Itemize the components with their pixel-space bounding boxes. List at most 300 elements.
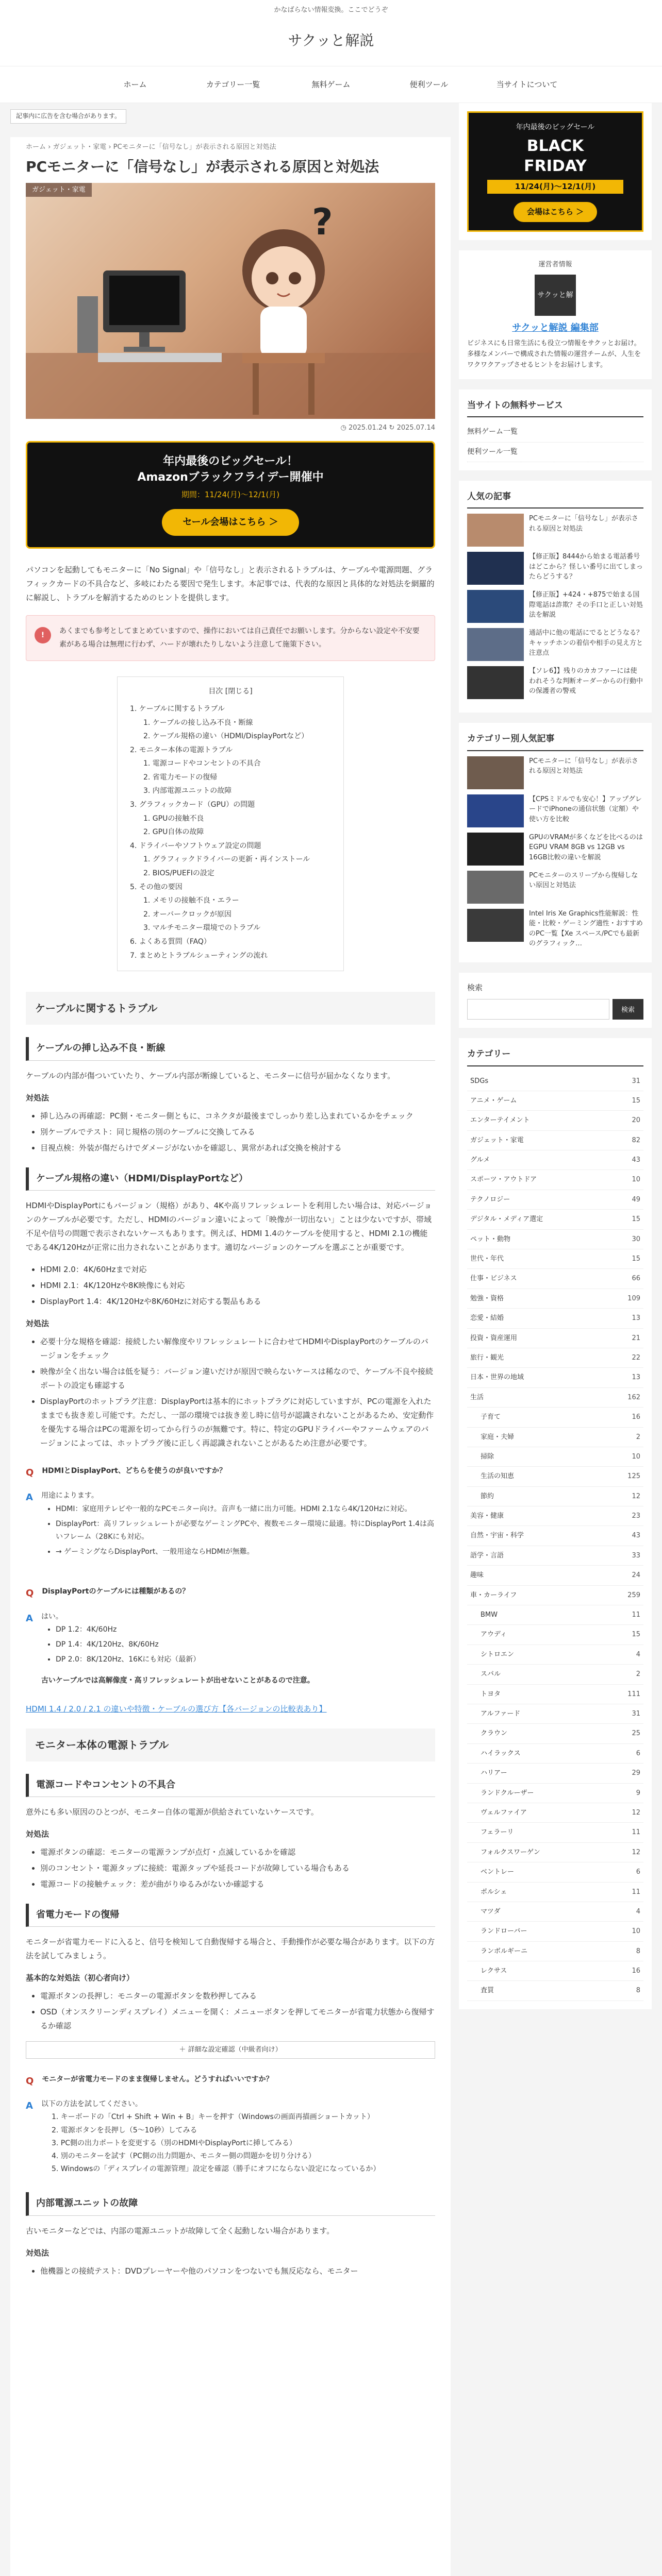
- category-list-title: カテゴリー: [467, 1046, 643, 1066]
- category-count: 4: [636, 1907, 640, 1916]
- category-item[interactable]: [467, 1289, 643, 1309]
- category-count: 31: [632, 1710, 640, 1718]
- svg-text:?: ?: [312, 200, 333, 243]
- list-item: • → ゲーミングならDisplayPort、一般用途ならHDMIが無難。: [56, 1546, 435, 1558]
- category-name[interactable]: ランドクルーザー: [481, 1789, 534, 1797]
- category-count: 15: [632, 1096, 640, 1105]
- category-item[interactable]: [467, 1862, 643, 1882]
- category-badge[interactable]: ガジェット・家電: [26, 183, 92, 197]
- category-item[interactable]: [467, 1566, 643, 1585]
- answer-lead: 以下の方法を試してください。: [41, 2100, 142, 2109]
- category-count: 259: [627, 1591, 640, 1599]
- article-link[interactable]: [467, 628, 643, 661]
- list-item: • DP 1.2：4K/60Hz: [56, 1623, 435, 1636]
- category-count: 21: [632, 1334, 640, 1342]
- category-item[interactable]: [467, 1546, 643, 1566]
- category-count: 16: [632, 1413, 640, 1421]
- category-item[interactable]: [467, 1091, 643, 1111]
- article-title[interactable]: 【修正版】+424・+875で始まる国際電話は詐欺？その手口と正しい対処法を解説: [529, 591, 643, 619]
- category-item[interactable]: [467, 1744, 643, 1764]
- admin-title: 運営者情報: [538, 260, 572, 268]
- list-item: • 目視点検：外装が傷だらけでダメージがないかを確認し、異常があれば交換を検討する: [40, 1141, 435, 1155]
- toc-item[interactable]: 2. モニター本体の電源トラブル: [130, 745, 233, 754]
- toc-item[interactable]: 1. グラフィックドライバーの更新・再インストール: [143, 855, 310, 864]
- article-link[interactable]: [467, 871, 643, 904]
- site-title[interactable]: サクッと解説: [288, 32, 374, 49]
- search-button[interactable]: 検索: [613, 999, 643, 1020]
- category-name[interactable]: ペット・動物: [470, 1235, 511, 1243]
- article: [10, 137, 451, 2576]
- category-item[interactable]: [467, 1526, 643, 1546]
- category-item[interactable]: [467, 1368, 643, 1387]
- article-link[interactable]: [467, 794, 643, 827]
- category-item[interactable]: [467, 1922, 643, 1941]
- question-icon: Q: [26, 1467, 34, 1478]
- list-item: 4. 別のモニターを試す（PC側の出力問題か、モニター側の問題かを切り分ける）: [51, 2151, 316, 2160]
- nav-tools[interactable]: 便利ツール: [409, 79, 449, 89]
- toc-item[interactable]: 6. よくある質問（FAQ）: [130, 938, 211, 946]
- toc-item[interactable]: 1. 電源コードやコンセントの不具合: [143, 759, 261, 768]
- article-title[interactable]: 【修正版】8444から始まる電話番号はどこから？怪しい番号に出てしまったらどうする？: [529, 553, 643, 581]
- nav-about[interactable]: 当サイトについて: [496, 79, 558, 89]
- category-count: 2: [636, 1670, 640, 1679]
- article-link[interactable]: [467, 590, 643, 623]
- category-name[interactable]: フォルクスワーゲン: [481, 1848, 540, 1856]
- intro-paragraph: パソコンを起動してもモニターに「No Signal」や「信号なし」と表示されるトラブルは、ケーブルや電源問題、グラフィックカードの不具合など、多岐にわたる要因で発生します。本記事では、代表的な原因と具体的な対処法を網羅的に解説し、トラブルを解消するためのヒントを提供します。: [26, 565, 435, 603]
- search-widget: [459, 973, 652, 1028]
- category-name[interactable]: シトロエン: [481, 1650, 515, 1658]
- admin-profile: [459, 250, 652, 379]
- category-name[interactable]: グルメ: [470, 1156, 490, 1164]
- category-name[interactable]: テクノロジー: [470, 1195, 510, 1204]
- category-count: 12: [632, 1848, 640, 1856]
- admin-description: ビジネスにも日常生活にも役立つ情報をサクッとお届け。多様なメンバーで構成された情報の運営チームが、人生をワクワクアップさせるヒントをお届けします。: [467, 340, 641, 369]
- category-item[interactable]: [467, 1170, 643, 1190]
- category-item[interactable]: [467, 1150, 643, 1170]
- article-thumbnail[interactable]: [467, 514, 524, 547]
- category-item[interactable]: [467, 1823, 643, 1842]
- toc-item[interactable]: 3. グラフィックカード（GPU）の問題: [130, 801, 255, 809]
- category-item[interactable]: [467, 1428, 643, 1447]
- article-thumbnail[interactable]: [467, 909, 524, 942]
- answer-list: [41, 1623, 435, 1667]
- list-item: 1. キーボードの「Ctrl + Shift + Win + B」キーを押す（Windowsの画面再描画ショートカット）: [51, 2113, 374, 2122]
- article-thumbnail[interactable]: [467, 794, 524, 827]
- category-item[interactable]: [467, 1388, 643, 1408]
- category-count: 9: [636, 1789, 640, 1797]
- category-name[interactable]: トヨタ: [481, 1690, 501, 1698]
- subsection-heading: ケーブル規格の違い（HDMI/DisplayPortなど）: [26, 1167, 435, 1191]
- category-count: 109: [627, 1294, 640, 1302]
- category-count: 16: [632, 1967, 640, 1975]
- promo-banner[interactable]: [26, 441, 435, 549]
- paragraph: 古いモニターなどでは、内部の電源ユニットが故障して全く起動しない場合があります。: [26, 2226, 335, 2235]
- black-friday-ad[interactable]: [467, 111, 643, 231]
- category-item[interactable]: [467, 1981, 643, 2001]
- category-count: 25: [632, 1730, 640, 1738]
- article-thumbnail[interactable]: [467, 833, 524, 866]
- category-count: 11: [632, 1888, 640, 1896]
- category-item[interactable]: [467, 1408, 643, 1427]
- list-item: • DisplayPort：高リフレッシュレートが必要なゲーミングPCや、複数モニター環境に最適。特にDisplayPort 1.4は高いフレーム（28Kにも対応。: [56, 1518, 435, 1544]
- nav-categories[interactable]: カテゴリー一覧: [206, 79, 260, 89]
- breadcrumb[interactable]: ホーム › ガジェット・家電 › PCモニターに「信号なし」が表示される原因と対処法: [26, 143, 276, 151]
- toc-item[interactable]: 7. まとめとトラブルシューティングの流れ: [130, 951, 268, 960]
- category-name[interactable]: ヴェルファイア: [481, 1808, 527, 1817]
- category-name[interactable]: 世代・年代: [470, 1255, 504, 1263]
- category-name[interactable]: エンターテイメント: [470, 1116, 530, 1125]
- faq-answer: [26, 1485, 435, 1571]
- category-name[interactable]: デジタル・メディア選定: [470, 1215, 543, 1224]
- category-count: 111: [627, 1690, 640, 1698]
- category-name[interactable]: ベントレー: [481, 1868, 515, 1876]
- faq-block: [26, 1461, 435, 1571]
- category-name[interactable]: 家庭・夫婦: [481, 1433, 515, 1441]
- article-link[interactable]: [467, 909, 643, 949]
- category-item[interactable]: [467, 1309, 643, 1328]
- faq-answer: [26, 1606, 435, 1692]
- category-name[interactable]: スバル: [481, 1670, 501, 1679]
- category-count: 24: [632, 1571, 640, 1580]
- category-name[interactable]: ランボルギーニ: [481, 1947, 528, 1955]
- category-item[interactable]: [467, 1724, 643, 1743]
- category-name[interactable]: 節約: [481, 1492, 494, 1500]
- article-link[interactable]: [467, 666, 643, 699]
- clock-icon: ◷: [340, 423, 349, 432]
- article-link[interactable]: [467, 514, 643, 547]
- toc-item[interactable]: 2. GPU自体の故障: [143, 828, 204, 837]
- category-item[interactable]: [467, 1447, 643, 1467]
- list-item: 5. Windowsの「ディスプレイの電源管理」設定を確認（勝手にオフにならない設定になっているか）: [51, 2165, 380, 2174]
- category-count: 43: [632, 1532, 640, 1540]
- category-name[interactable]: 掃除: [481, 1452, 494, 1461]
- category-name[interactable]: 勉強・資格: [470, 1294, 504, 1302]
- article-thumbnail[interactable]: [467, 552, 524, 585]
- category-name[interactable]: 語学・言語: [470, 1551, 504, 1560]
- category-name[interactable]: 趣味: [470, 1571, 484, 1580]
- category-name[interactable]: アウディ: [481, 1631, 507, 1639]
- solution-label: 対処法: [26, 1093, 49, 1103]
- faq-block: [26, 1581, 435, 1691]
- category-count: 125: [627, 1472, 640, 1481]
- ad-notice: 記事内に広告を含む場合があります。: [10, 109, 126, 124]
- toc-title[interactable]: 目次 [閉じる]: [208, 687, 253, 696]
- bullet-list: [26, 2264, 435, 2278]
- category-count: 6: [636, 1868, 640, 1876]
- category-name[interactable]: クラウン: [481, 1730, 508, 1738]
- toc-item[interactable]: 3. マルチモニター環境でのトラブル: [143, 924, 261, 933]
- category-count: 49: [632, 1195, 640, 1204]
- category-item[interactable]: [467, 1883, 643, 1902]
- article-thumbnail[interactable]: [467, 590, 524, 623]
- list-item: • 別ケーブルでテスト：同じ規格の別のケーブルに交換してみる: [40, 1125, 435, 1139]
- faq-question: [26, 1581, 435, 1606]
- answer-list: [41, 1503, 435, 1559]
- page-title: PCモニターに「信号なし」が表示される原因と対処法: [26, 158, 379, 175]
- caution-box: [26, 615, 435, 660]
- question-text: DisplayPortのケーブルには種類があるの？: [42, 1587, 190, 1596]
- nav-home[interactable]: ホーム: [123, 79, 147, 89]
- exclamation-icon: !: [35, 627, 51, 643]
- toggle-label: 詳細な設定確認（中級者向け）: [188, 2046, 282, 2054]
- category-name[interactable]: 査買: [481, 1987, 494, 1995]
- search-title: 検索: [467, 982, 483, 992]
- category-item[interactable]: [467, 1942, 643, 1961]
- faq-answer: [26, 2094, 435, 2180]
- section-heading: ケーブルに関するトラブル: [26, 992, 435, 1025]
- category-count: 43: [632, 1156, 640, 1164]
- category-name[interactable]: ポルシェ: [481, 1888, 507, 1896]
- toc-item[interactable]: 1. メモリの接触不良・エラー: [143, 896, 239, 905]
- category-item[interactable]: [467, 1605, 643, 1625]
- popular-title: 人気の記事: [467, 489, 643, 509]
- category-name[interactable]: 投資・資産運用: [470, 1334, 518, 1342]
- category-item[interactable]: [467, 1072, 643, 1091]
- list-item: • 電源ボタンの確認：モニターの電源ランプが点灯・点滅しているかを確認: [40, 1845, 435, 1859]
- category-item[interactable]: [467, 1764, 643, 1783]
- toc-list: [130, 702, 331, 962]
- article-title[interactable]: 【ソレ6】】残りのカカファーには使われそうな判断オーダーからの行動中の保護者の警戒: [529, 667, 643, 696]
- table-of-contents: [117, 676, 344, 971]
- list-item: • 電源コードの接触チェック：差が曲がりゆるみがないか確認する: [40, 1877, 435, 1891]
- solution-label: 基本的な対処法（初心者向け）: [26, 1973, 135, 1983]
- category-item[interactable]: [467, 1685, 643, 1704]
- article-title[interactable]: 【CPSミドルでも安心！】アップグレードでiPhoneの通信状態（定額）や使い方を比較: [529, 795, 642, 823]
- ad-headline-2: FRIDAY: [524, 157, 587, 175]
- category-list: [459, 1038, 652, 2009]
- category-item[interactable]: [467, 1665, 643, 1684]
- category-name[interactable]: アルファード: [481, 1710, 521, 1718]
- category-count: 2: [636, 1433, 640, 1441]
- category-item[interactable]: [467, 1803, 643, 1823]
- list-item: • DisplayPortのホットプラグ注意：DisplayPortは基本的にホットプラグに対応していますが、PCの電源を入れたままでも抜き差し可能です。ただし、一部の環境では抜き差し時に信号が認識されないことがあるため、安定動作を優先する場合はPCの電源を切ってから行うのが無難です。特に、特定のGPUドライバーやファームウェアのバージョンによっては、ホットプラグ後に正しく再認識されないことがあるため注意が必要です。: [40, 1395, 435, 1450]
- popular-articles: [459, 481, 652, 713]
- ad-headline-1: BLACK: [526, 137, 584, 155]
- refresh-icon: ↻: [389, 423, 397, 432]
- toc-item[interactable]: 2. ケーブル規格の違い（HDMI/DisplayPortなど）: [143, 732, 309, 741]
- list-item: • 必要十分な規格を確認：接続したい解像度やリフレッシュレートに合わせてHDMIやDisplayPortのケーブルのバージョンをチェック: [40, 1335, 435, 1363]
- bullet-list: [26, 1109, 435, 1155]
- article-thumbnail[interactable]: [467, 756, 524, 789]
- answer-note: 古いケーブルでは高解像度・高リフレッシュレートが出せないことがあるので注意。: [41, 1676, 315, 1685]
- article-link[interactable]: [467, 833, 643, 866]
- category-count: 10: [632, 1176, 640, 1184]
- category-count: 33: [632, 1551, 640, 1560]
- nav-free-games[interactable]: 無料ゲーム: [311, 79, 351, 89]
- category-item[interactable]: [467, 1269, 643, 1289]
- article-title[interactable]: Intel Iris Xe Graphics性能解説：性能・比較・ゲーミング適性・おすすめのPC一覧【Xe スペース/PCでも最新のグラフィック…: [529, 909, 643, 948]
- article-title[interactable]: 通話中に他の電話にでるとどうなる？キャッチホンの着信や相手の見え方と注意点: [529, 629, 643, 657]
- tools-link[interactable]: 便利ツール一覧: [467, 443, 643, 462]
- category-count: 22: [632, 1353, 640, 1362]
- category-count: 10: [632, 1452, 640, 1461]
- category-item[interactable]: [467, 1111, 643, 1130]
- category-item[interactable]: [467, 1506, 643, 1526]
- paragraph: モニターが省電力モードに入ると、信号を検知して自動復帰する場合と、手動操作が必要な場合があります。以下の方法を試してみましょう。: [26, 1937, 435, 1961]
- category-name[interactable]: 日本・世界の地域: [470, 1374, 524, 1382]
- category-item[interactable]: [467, 1210, 643, 1229]
- category-name[interactable]: BMW: [481, 1611, 498, 1619]
- toc-item[interactable]: 4. ドライバーやソフトウェア設定の問題: [130, 841, 261, 850]
- category-popular-title: カテゴリー別人気記事: [467, 731, 643, 751]
- question-text: HDMIとDisplayPort、どちらを使うのが良いですか？: [42, 1466, 226, 1475]
- answer-icon: A: [26, 1492, 33, 1503]
- category-item[interactable]: [467, 1487, 643, 1506]
- toc-item[interactable]: 2. オーバークロックが原因: [143, 910, 231, 919]
- category-count: 15: [632, 1215, 640, 1224]
- ad-button[interactable]: 会場はこちら ＞: [514, 202, 597, 222]
- free-services: [459, 389, 652, 470]
- category-count: 29: [632, 1769, 640, 1777]
- category-name[interactable]: レクサス: [481, 1967, 507, 1975]
- category-item[interactable]: [467, 1902, 643, 1922]
- section-heading: モニター本体の電源トラブル: [26, 1728, 435, 1761]
- details-toggle[interactable]: [26, 2041, 435, 2058]
- category-name[interactable]: 美容・健康: [470, 1512, 504, 1520]
- category-count: 13: [632, 1374, 640, 1382]
- category-name[interactable]: フェラーリ: [481, 1828, 514, 1837]
- category-count: 162: [627, 1393, 640, 1401]
- sidebar-ad[interactable]: [459, 103, 652, 240]
- article-title[interactable]: GPUのVRAMが多くなどを比べるのはEGPU VRAM 8GB vs 12GB vs 16GB比較の違いを解説: [529, 833, 643, 861]
- category-name[interactable]: 生活の知恵: [481, 1472, 515, 1481]
- bullet-list: [26, 1989, 435, 2033]
- answer-lead: 用途によります。: [41, 1492, 98, 1500]
- answer-lead: はい。: [41, 1612, 63, 1621]
- category-name[interactable]: 車・カーライフ: [470, 1591, 517, 1599]
- category-item[interactable]: [467, 1131, 643, 1150]
- category-name[interactable]: SDGs: [470, 1077, 489, 1085]
- category-name[interactable]: スポーツ・アウトドア: [470, 1176, 537, 1184]
- article-title[interactable]: PCモニターに「信号なし」が表示される原因と対処法: [529, 515, 638, 533]
- admin-name-link[interactable]: サクッと解説 編集部: [512, 322, 599, 333]
- eyecatch-image: [26, 183, 435, 419]
- category-item[interactable]: [467, 1784, 643, 1803]
- bullet-list: [26, 1845, 435, 1891]
- list-item: • DP 2.0：8K/120Hz、16Kにも対応（最新）: [56, 1653, 435, 1666]
- category-item[interactable]: [467, 1230, 643, 1249]
- category-name[interactable]: ハイラックス: [481, 1749, 521, 1757]
- list-item: • 挿し込みの再確認：PC側・モニター側ともに、コネクタが最後までしっかり差し込まれているかをチェック: [40, 1109, 435, 1123]
- question-text: モニターが省電力モードのまま復帰しません。どうすればいいですか？: [42, 2075, 273, 2083]
- bullet-list: [26, 1263, 435, 1309]
- category-item[interactable]: [467, 1645, 643, 1665]
- question-icon: Q: [26, 1588, 34, 1599]
- list-item: • 他機器との接続テスト：DVDプレーヤーや他のパソコンをつないでも無反応なら、モニター: [40, 2264, 435, 2278]
- category-count: 31: [632, 1077, 640, 1085]
- article-title[interactable]: PCモニターのスリープから復帰しない原因と対処法: [529, 871, 638, 890]
- list-item: • 映像が全く出ない場合は低を疑う：バージョン違いだけが原因で映らないケースは稀なので、ケーブル不良や接続ポートの設定も確認する: [40, 1365, 435, 1393]
- category-count: 15: [632, 1255, 640, 1263]
- category-count: 4: [636, 1650, 640, 1658]
- category-item[interactable]: [467, 1843, 643, 1862]
- category-item[interactable]: [467, 1249, 643, 1269]
- category-count: 12: [632, 1808, 640, 1817]
- category-name[interactable]: 自然・宇宙・科学: [470, 1532, 524, 1540]
- ad-title: 年内最後のビッグセール: [516, 123, 595, 132]
- category-item[interactable]: [467, 1329, 643, 1348]
- category-name[interactable]: 旅行・観光: [470, 1353, 504, 1362]
- category-item[interactable]: [467, 1348, 643, 1368]
- toc-item[interactable]: 1. ケーブルの接し込み不良・断線: [143, 718, 253, 727]
- category-item[interactable]: [467, 1961, 643, 1981]
- toc-item[interactable]: 3. 内部電源ユニットの故障: [143, 787, 232, 795]
- category-name[interactable]: 恋愛・結婚: [470, 1314, 504, 1323]
- answer-icon: A: [26, 1613, 33, 1624]
- list-item: • 別のコンセント・電源タップに接続：電源タップや延長コードが故障している場合もある: [40, 1861, 435, 1875]
- category-count: 8: [636, 1947, 640, 1955]
- free-games-link[interactable]: 無料ゲーム一覧: [467, 422, 643, 442]
- category-item[interactable]: [467, 1704, 643, 1724]
- list-item: • HDMI：家庭用テレビや一般的なPCモニター向け。音声も一緒に出力可能。HDMI 2.1なら4K/120Hzに対応。: [56, 1503, 435, 1516]
- promo-line2: Amazonブラックフライデー開催中: [137, 471, 324, 484]
- category-item[interactable]: [467, 1190, 643, 1210]
- solution-label: 対処法: [26, 1829, 49, 1839]
- category-name[interactable]: ガジェット・家電: [470, 1136, 524, 1144]
- toc-item[interactable]: 5. その他の要因: [130, 883, 183, 891]
- toc-item[interactable]: 2. BIOS/PUEFIの設定: [143, 869, 214, 878]
- category-name[interactable]: 子育て: [481, 1413, 501, 1421]
- category-item[interactable]: [467, 1467, 643, 1486]
- list-item: 3. PC側の出力ポートを変更する（別のHDMIやDisplayPortに挿してみる）: [51, 2139, 296, 2147]
- category-name[interactable]: マツダ: [481, 1907, 501, 1916]
- promo-button[interactable]: セール会場はこちら ＞: [162, 509, 299, 536]
- date-row: [26, 419, 435, 438]
- category-name[interactable]: アニメ・ゲーム: [470, 1096, 517, 1105]
- article-thumbnail[interactable]: [467, 666, 524, 699]
- eyecatch-illustration: [26, 183, 435, 419]
- toc-item[interactable]: 1. ケーブルに関するトラブル: [130, 704, 225, 713]
- category-count: 11: [632, 1828, 640, 1837]
- paragraph: ケーブルの内部が傷ついていたり、ケーブル内部が断線していると、モニターに信号が届かなくなります。: [26, 1071, 395, 1080]
- toc-item[interactable]: 2. 省電力モードの復帰: [143, 773, 218, 782]
- category-name[interactable]: ハリアー: [481, 1769, 507, 1777]
- article-thumbnail[interactable]: [467, 871, 524, 904]
- search-input[interactable]: [467, 999, 609, 1020]
- category-count: 6: [636, 1749, 640, 1757]
- sidebar: [459, 103, 652, 2576]
- main-nav: [0, 66, 662, 103]
- popular-list: [467, 514, 643, 699]
- subsection-heading: ケーブルの挿し込み不良・断線: [26, 1037, 435, 1060]
- toc-item[interactable]: 1. GPUの接触不良: [143, 814, 204, 823]
- category-item[interactable]: [467, 1586, 643, 1605]
- caution-text: あくまでも参考としてまとめていますので、操作においては自己責任でお願いします。分からない設定や不安要素がある場合は無理に行わず、ハードが壊れたりしないよう注意して施策下さい。: [59, 627, 420, 649]
- article-link[interactable]: [467, 756, 643, 789]
- list-item: • 電源ボタンの長押し：モニターの電源ボタンを数秒押してみる: [40, 1989, 435, 2003]
- category-item[interactable]: [467, 1625, 643, 1645]
- category-name[interactable]: 仕事・ビジネス: [470, 1275, 517, 1283]
- article-thumbnail[interactable]: [467, 628, 524, 661]
- list-item: • HDMI 2.1：4K/120Hzや8K映像にも対応: [40, 1279, 435, 1293]
- article-link[interactable]: [467, 552, 643, 585]
- category-popular-list: [467, 756, 643, 949]
- article-title[interactable]: PCモニターに「信号なし」が表示される原因と対処法: [529, 757, 638, 775]
- category-name[interactable]: 生活: [470, 1393, 484, 1401]
- category-name[interactable]: ランドローバー: [481, 1927, 527, 1936]
- list-item: • OSD（オンスクリーンディスプレイ）メニューを開く：メニューボタンを押してモニターが省電力状態から復帰するか確認: [40, 2005, 435, 2033]
- category-items: [467, 1072, 643, 2001]
- category-count: 30: [632, 1235, 640, 1243]
- category-count: 66: [632, 1275, 640, 1283]
- solution-label: 対処法: [26, 2248, 49, 2258]
- answer-list: [41, 2111, 435, 2176]
- bullet-list: [26, 1335, 435, 1450]
- related-article-link[interactable]: HDMI 1.4 / 2.0 / 2.1 の違いや特徴・ケーブルの選び方【各バージョンの比較表あり】: [26, 1704, 327, 1714]
- category-count: 13: [632, 1314, 640, 1323]
- date-published: 2025.01.24: [348, 423, 387, 432]
- header-tagline: かなばらない情報変換。ここでどうぞ: [274, 6, 388, 14]
